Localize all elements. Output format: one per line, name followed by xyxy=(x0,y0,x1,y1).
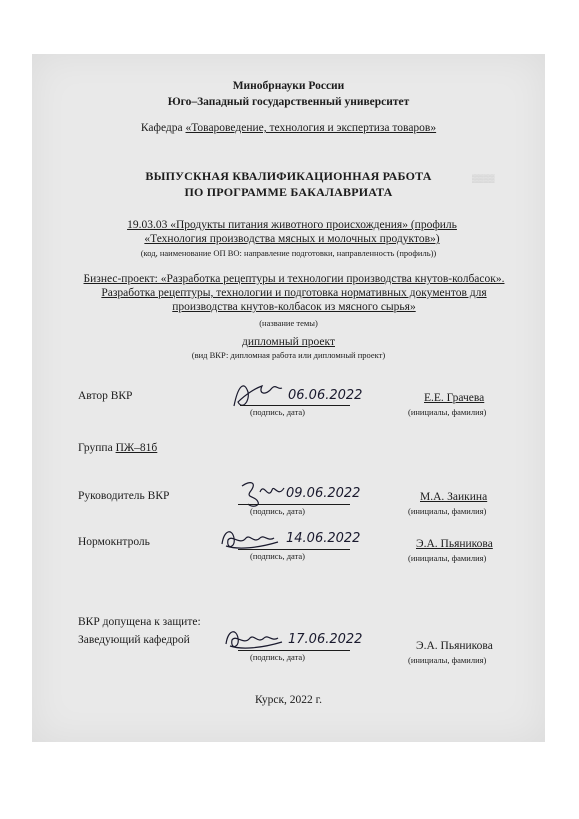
author-name: Е.Е. Грачева xyxy=(424,392,485,404)
author-signature-line xyxy=(240,405,350,406)
author-label: Автор ВКР xyxy=(78,390,133,402)
author-date: 06.06.2022 xyxy=(288,388,363,403)
department-name: «Товароведение, технология и экспертиза товаров» xyxy=(185,122,437,134)
document-title xyxy=(32,168,545,200)
title-line-2: ПО ПРОГРАММЕ БАКАЛАВРИАТА xyxy=(184,185,393,199)
work-type-caption: (вид ВКР: дипломная работа или дипломный проект) xyxy=(191,350,386,360)
head-sign-caption: (подпись, дата) xyxy=(250,652,306,662)
author-sign-caption: (подпись, дата) xyxy=(250,407,306,417)
head-name-caption: (инициалы, фамилия) xyxy=(408,655,487,665)
head-date: 17.06.2022 xyxy=(288,632,363,647)
norm-control-sign-caption: (подпись, дата) xyxy=(250,551,306,561)
norm-control-name-caption: (инициалы, фамилия) xyxy=(408,553,487,563)
group-value: ПЖ–81б xyxy=(115,442,158,454)
norm-control-signature-line xyxy=(238,549,350,550)
ministry-name: Минобрнауки России xyxy=(232,80,345,92)
group-line xyxy=(78,442,157,454)
group-label: Группа xyxy=(78,442,116,454)
university-name: Юго–Западный государственный университет xyxy=(167,96,410,108)
department-line xyxy=(32,122,545,134)
admission-label: ВКР допущена к защите: xyxy=(78,616,201,628)
supervisor-date: 09.06.2022 xyxy=(286,486,361,501)
supervisor-name-caption: (инициалы, фамилия) xyxy=(408,506,487,516)
title-line-1: ВЫПУСКНАЯ КВАЛИФИКАЦИОННАЯ РАБОТА xyxy=(145,169,432,183)
work-type: дипломный проект xyxy=(242,336,335,348)
ministry-header xyxy=(32,78,545,110)
norm-control-date: 14.06.2022 xyxy=(286,531,361,546)
head-name: Э.А. Пьяникова xyxy=(416,640,493,652)
norm-control-label: Нормокнтроль xyxy=(78,536,150,548)
supervisor-label: Руководитель ВКР xyxy=(78,490,170,502)
supervisor-sign-caption: (подпись, дата) xyxy=(250,506,306,516)
supervisor-signature-line xyxy=(238,504,350,505)
topic-caption: (название темы) xyxy=(259,318,318,328)
city-year: Курск, 2022 г. xyxy=(255,694,322,706)
bleed-through-mark: ▒▒▒▒ xyxy=(472,174,495,183)
supervisor-name: М.А. Заикина xyxy=(420,491,488,503)
head-signature-line xyxy=(238,650,350,651)
thesis-topic: Бизнес-проект: «Разработка рецептуры и технологии производства кнутов-колбасок». Разработка рецептуры, технологии и подготовка нормативных документов для производства кнутов-колбасок из мясного сырья» xyxy=(83,273,505,313)
author-name-caption: (инициалы, фамилия) xyxy=(408,407,487,417)
department-prefix: Кафедра xyxy=(140,122,186,134)
specialty-block xyxy=(72,218,512,246)
specialty-line-1: 19.03.03 «Продукты питания животного происхождения» (профиль xyxy=(127,219,457,231)
head-of-department-label: Заведующий кафедрой xyxy=(78,634,190,646)
specialty-line-2: «Технология производства мясных и молочных продуктов») xyxy=(144,233,440,245)
norm-control-name: Э.А. Пьяникова xyxy=(416,538,493,550)
specialty-caption: (код, наименование ОП ВО: направление подготовки, направленность (профиль)) xyxy=(140,248,437,258)
document-page xyxy=(32,54,545,742)
